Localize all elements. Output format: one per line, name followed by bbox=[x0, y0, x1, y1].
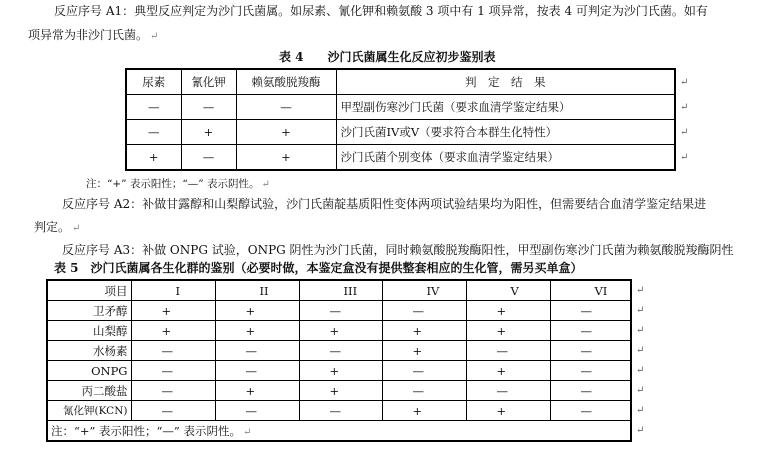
table4-cell: + bbox=[236, 120, 336, 145]
row-end-mark: ↵ bbox=[636, 385, 645, 396]
table4-cell: — bbox=[236, 95, 336, 120]
table5-cell: + bbox=[466, 401, 550, 421]
paragraph-mark: ↵ bbox=[72, 223, 81, 234]
paragraph-mark: ↵ bbox=[261, 179, 270, 190]
row-end-mark: ↵ bbox=[636, 345, 645, 356]
paragraph-a2-line1: 反应序号 A2：补做甘露醇和山梨醇试验，沙门氏菌靛基质阳性变体两项试验结果均为阳性，但需要结合血清学鉴定结果进 bbox=[62, 197, 707, 211]
table5-cell: — bbox=[550, 341, 631, 361]
table4-cell: + bbox=[236, 145, 336, 171]
table5-cell: — bbox=[466, 341, 550, 361]
table4-result-cell: 甲型副伤寒沙门氏菌（要求血清学鉴定结果） bbox=[336, 95, 675, 120]
table5-note-row bbox=[47, 421, 631, 442]
row-end-mark: ↵ bbox=[636, 365, 645, 376]
row-end-mark: ↵ bbox=[636, 325, 645, 336]
table5-cell: + bbox=[466, 301, 550, 321]
paragraph-mark: ↵ bbox=[150, 31, 159, 42]
table5-header-cell: III bbox=[299, 280, 382, 301]
table4-header-row bbox=[126, 69, 675, 95]
table-row bbox=[47, 401, 631, 421]
row-end-mark: ↵ bbox=[680, 102, 689, 113]
table5-cell: — bbox=[131, 381, 215, 401]
table5-cell: — bbox=[299, 301, 382, 321]
table5-cell: — bbox=[131, 341, 215, 361]
table5-cell: + bbox=[215, 321, 299, 341]
table5-cell: — bbox=[299, 401, 382, 421]
table5-cell: + bbox=[131, 301, 215, 321]
row-end-mark: ↵ bbox=[636, 425, 645, 436]
table5-row-label: 山梨醇 bbox=[47, 321, 131, 341]
paragraph-a3-line1: 反应序号 A3：补做 ONPG 试验，ONPG 阴性为沙门氏菌，同时赖氨酸脱羧酶阳性，甲型副伤寒沙门氏菌为赖氨酸脱羧酶阴性 bbox=[62, 243, 734, 257]
row-end-mark: ↵ bbox=[636, 405, 645, 416]
table5-cell: — bbox=[382, 301, 466, 321]
table5-header-cell: VI bbox=[550, 280, 631, 301]
table5 bbox=[46, 279, 632, 442]
paragraph-a2-line2: 判定。 ↵ bbox=[34, 220, 81, 234]
table4-header-cell: 判 定 结 果 bbox=[336, 69, 675, 95]
table5-header-cell: V bbox=[466, 280, 550, 301]
row-end-mark: ↵ bbox=[680, 152, 689, 163]
table5-cell: + bbox=[382, 401, 466, 421]
paragraph-mark: ↵ bbox=[242, 426, 252, 438]
table5-cell: — bbox=[215, 401, 299, 421]
paragraph-a1-line2: 项异常为非沙门氏菌。 ↵ bbox=[28, 28, 159, 42]
table5-cell: + bbox=[299, 321, 382, 341]
table-row bbox=[47, 321, 631, 341]
table5-row-label: 氰化钾(KCN) bbox=[47, 401, 131, 421]
table4-cell: — bbox=[181, 145, 236, 171]
table4-note: 注：“+” 表示阳性；“—” 表示阴性。 ↵ bbox=[86, 178, 270, 190]
table5-header-row bbox=[47, 280, 631, 301]
table5-cell: — bbox=[466, 381, 550, 401]
table4-cell: — bbox=[181, 95, 236, 120]
table5-cell: + bbox=[466, 321, 550, 341]
table5-header-cell: IV bbox=[382, 280, 466, 301]
table5-header-cell: 项目 bbox=[47, 280, 131, 301]
table5-caption: 表 5 沙门氏菌属各生化群的鉴别（必要时做，本鉴定盒没有提供整套相应的生化管，需另买单盒） bbox=[54, 261, 583, 275]
row-end-mark: ↵ bbox=[636, 285, 645, 296]
table5-cell: — bbox=[550, 401, 631, 421]
paragraph-a1-line1: 反应序号 A1：典型反应判定为沙门氏菌属。如尿素、氰化钾和赖氨酸 3 项中有 1 项异常，按表 4 可判定为沙门氏菌。如有 bbox=[54, 4, 708, 18]
table5-cell: + bbox=[299, 361, 382, 381]
table5-cell: — bbox=[550, 361, 631, 381]
table4 bbox=[125, 68, 676, 171]
table5-cell: — bbox=[215, 361, 299, 381]
table5-header-cell: II bbox=[215, 280, 299, 301]
table5-cell: — bbox=[550, 381, 631, 401]
table5-cell: + bbox=[382, 341, 466, 361]
table5-cell: — bbox=[131, 401, 215, 421]
table4-result-cell: 沙门氏菌IV或Ⅴ（要求符合本群生化特性） bbox=[336, 120, 675, 145]
table4-header-cell: 氰化钾 bbox=[181, 69, 236, 95]
table5-row-label: ONPG bbox=[47, 361, 131, 381]
table-row bbox=[126, 120, 675, 145]
table-row bbox=[47, 361, 631, 381]
table5-cell: — bbox=[382, 361, 466, 381]
table-row bbox=[47, 341, 631, 361]
table-row bbox=[47, 301, 631, 321]
table5-cell: — bbox=[299, 341, 382, 361]
table4-cell: — bbox=[126, 120, 181, 145]
table4-header-cell: 尿素 bbox=[126, 69, 181, 95]
row-end-mark: ↵ bbox=[680, 127, 689, 138]
table5-cell: — bbox=[215, 341, 299, 361]
table5-cell: + bbox=[131, 321, 215, 341]
table4-cell: + bbox=[181, 120, 236, 145]
table5-cell: + bbox=[382, 321, 466, 341]
table-row bbox=[126, 95, 675, 120]
row-end-mark: ↵ bbox=[636, 305, 645, 316]
table5-cell: — bbox=[382, 381, 466, 401]
table4-cell: — bbox=[126, 95, 181, 120]
table4-cell: + bbox=[126, 145, 181, 171]
table-row bbox=[47, 381, 631, 401]
table4-caption: 表 4 沙门氏菌属生化反应初步鉴别表 bbox=[279, 50, 496, 64]
table5-note: 注：“+” 表示阳性；“—” 表示阴性。 ↵ bbox=[47, 421, 631, 442]
table4-header-cell: 赖氨酸脱羧酶 bbox=[236, 69, 336, 95]
table5-cell: + bbox=[466, 361, 550, 381]
table5-row-label: 卫矛醇 bbox=[47, 301, 131, 321]
table5-cell: + bbox=[299, 381, 382, 401]
table5-header-cell: I bbox=[131, 280, 215, 301]
table5-cell: — bbox=[131, 361, 215, 381]
table-row bbox=[126, 145, 675, 171]
table5-cell: — bbox=[550, 301, 631, 321]
table5-row-label: 水杨素 bbox=[47, 341, 131, 361]
table4-result-cell: 沙门氏菌个别变体（要求血清学鉴定结果） bbox=[336, 145, 675, 171]
table5-cell: — bbox=[550, 321, 631, 341]
row-end-mark: ↵ bbox=[680, 77, 689, 88]
table5-row-label: 丙二酸盐 bbox=[47, 381, 131, 401]
table5-cell: + bbox=[215, 381, 299, 401]
table5-cell: + bbox=[215, 301, 299, 321]
